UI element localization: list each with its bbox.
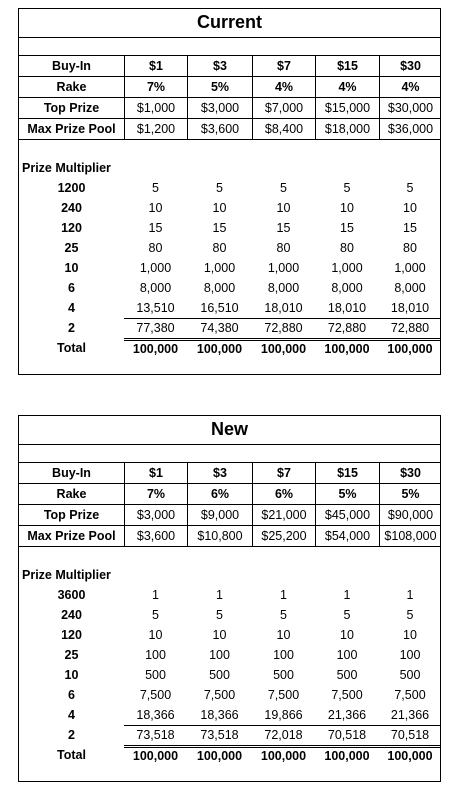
prize-multiplier-title: Prize Multiplier [22, 568, 111, 582]
multiplier-value: 5 [216, 608, 223, 622]
multiplier-label: 120 [61, 628, 82, 642]
current-title: Current [19, 9, 440, 38]
top-prize-value: $1,000 [124, 98, 187, 118]
prize-multiplier-title: Prize Multiplier [22, 161, 111, 175]
multiplier-value: 80 [212, 241, 227, 255]
max-prize-pool-value: $54,000 [315, 526, 379, 546]
total-value: 100,000 [315, 745, 379, 765]
row-label: Rake [56, 80, 87, 94]
multiplier-value: 10 [340, 628, 354, 642]
multiplier-value: 10 [276, 201, 291, 215]
max-prize-pool-value: $3,600 [187, 119, 252, 139]
multiplier-value: 500 [145, 668, 166, 682]
multiplier-value: 15 [403, 221, 417, 235]
row-label: Rake [56, 487, 87, 501]
total-value: 100,000 [252, 338, 315, 358]
multiplier-value: 7,500 [331, 688, 363, 702]
rake-value: 5% [379, 484, 441, 504]
row-label: Buy-In [52, 466, 91, 480]
multiplier-row [19, 238, 440, 258]
multiplier-value: 1 [343, 588, 351, 602]
multiplier-value: 8,000 [394, 281, 426, 295]
total-label: Total [57, 341, 86, 355]
multiplier-row [19, 665, 440, 685]
multiplier-label: 25 [64, 241, 79, 255]
rake-row [19, 484, 440, 505]
rake-value: 5% [187, 77, 252, 97]
multiplier-label: 25 [64, 648, 79, 662]
multiplier-label: 6 [68, 688, 75, 702]
multiplier-value: 15 [148, 221, 163, 235]
multiplier-row [19, 218, 440, 238]
multiplier-value: 73,518 [124, 725, 187, 745]
multiplier-value: 18,010 [390, 301, 430, 315]
multiplier-value: 5 [406, 608, 414, 622]
multiplier-value: 16,510 [200, 301, 239, 315]
multiplier-value: 77,380 [124, 318, 187, 338]
multiplier-value: 73,518 [187, 725, 252, 745]
multiplier-label: 4 [68, 708, 75, 722]
total-label: Total [57, 748, 86, 762]
multiplier-value: 1,000 [203, 261, 236, 275]
multiplier-value: 70,518 [379, 725, 441, 745]
multiplier-value: 21,366 [390, 708, 430, 722]
multiplier-value: 80 [340, 241, 354, 255]
rake-value: 6% [187, 484, 252, 504]
rake-value: 4% [315, 77, 379, 97]
multiplier-value: 7,500 [139, 688, 172, 702]
total-value: 100,000 [379, 745, 441, 765]
multiplier-value: 21,366 [327, 708, 367, 722]
multiplier-value: 100 [399, 648, 421, 662]
multiplier-value: 1 [280, 588, 287, 602]
multiplier-row [19, 258, 440, 278]
multiplier-value: 1,000 [331, 261, 363, 275]
multiplier-row [19, 585, 440, 605]
multiplier-value: 15 [276, 221, 291, 235]
multiplier-value: 18,366 [200, 708, 239, 722]
top-prize-value: $15,000 [315, 98, 379, 118]
total-value: 100,000 [124, 745, 187, 765]
multiplier-value: 1,000 [394, 261, 426, 275]
total-value: 100,000 [252, 745, 315, 765]
multiplier-value: 74,380 [187, 318, 252, 338]
spacer-row [19, 38, 440, 56]
gap [19, 547, 440, 565]
multiplier-label: 1200 [57, 181, 86, 195]
multiplier-value: 500 [399, 668, 421, 682]
buy-in-value: $15 [315, 56, 379, 76]
multiplier-value: 18,010 [264, 301, 303, 315]
multiplier-value: 5 [216, 181, 223, 195]
multiplier-value: 100 [209, 648, 230, 662]
multiplier-value: 7,500 [203, 688, 236, 702]
multiplier-value: 13,510 [136, 301, 175, 315]
buy-in-value: $7 [252, 56, 315, 76]
multiplier-value: 5 [152, 608, 159, 622]
multiplier-value: 500 [336, 668, 358, 682]
multiplier-row [19, 645, 440, 665]
top-prize-value: $7,000 [252, 98, 315, 118]
buy-in-value: $30 [379, 56, 441, 76]
multiplier-label: 6 [68, 281, 75, 295]
max-prize-pool-value: $3,600 [124, 526, 187, 546]
total-value: 100,000 [187, 745, 252, 765]
top-prize-value: $90,000 [379, 505, 441, 525]
multiplier-value: 500 [209, 668, 230, 682]
multiplier-value: 15 [212, 221, 227, 235]
multiplier-value: 100 [273, 648, 294, 662]
row-label: Buy-In [52, 59, 91, 73]
max-prize-pool-value: $36,000 [379, 119, 441, 139]
multiplier-value: 5 [280, 181, 287, 195]
rake-value: 7% [124, 484, 187, 504]
multiplier-value: 10 [403, 628, 417, 642]
spacer-row [19, 445, 440, 463]
multiplier-value: 18,010 [327, 301, 367, 315]
multiplier-row [19, 725, 440, 745]
multiplier-label: 240 [61, 608, 82, 622]
multiplier-value: 1,000 [139, 261, 172, 275]
multiplier-row [19, 685, 440, 705]
multiplier-value: 8,000 [203, 281, 236, 295]
multiplier-value: 5 [343, 608, 351, 622]
buy-in-row [19, 56, 440, 77]
new-table [18, 415, 441, 782]
multiplier-row [19, 178, 440, 198]
multiplier-row [19, 605, 440, 625]
multiplier-value: 10 [212, 628, 227, 642]
multiplier-value: 10 [212, 201, 227, 215]
multiplier-value: 10 [148, 201, 163, 215]
multiplier-row [19, 298, 440, 318]
multiplier-row [19, 318, 440, 338]
max-prize-pool-row [19, 119, 440, 140]
multiplier-label: 240 [61, 201, 82, 215]
max-prize-pool-row [19, 526, 440, 547]
multiplier-value: 1 [152, 588, 159, 602]
multiplier-value: 7,500 [267, 688, 300, 702]
row-label: Max Prize Pool [27, 122, 116, 136]
total-value: 100,000 [379, 338, 441, 358]
multiplier-value: 18,366 [136, 708, 175, 722]
total-value: 100,000 [187, 338, 252, 358]
multiplier-value: 500 [273, 668, 294, 682]
new-title: New [19, 416, 440, 445]
top-prize-value: $3,000 [187, 98, 252, 118]
multiplier-value: 5 [280, 608, 287, 622]
multiplier-value: 8,000 [331, 281, 363, 295]
total-row [19, 338, 440, 358]
buy-in-value: $1 [124, 463, 187, 483]
multiplier-value: 10 [403, 201, 417, 215]
multiplier-label: 10 [64, 668, 79, 682]
max-prize-pool-value: $8,400 [252, 119, 315, 139]
multiplier-row [19, 278, 440, 298]
multiplier-value: 72,880 [252, 318, 315, 338]
row-label: Max Prize Pool [27, 529, 116, 543]
multiplier-value: 1 [216, 588, 223, 602]
multiplier-value: 72,880 [379, 318, 441, 338]
multiplier-value: 5 [343, 181, 351, 195]
rake-value: 4% [379, 77, 441, 97]
max-prize-pool-value: $10,800 [187, 526, 252, 546]
buy-in-value: $3 [187, 463, 252, 483]
multiplier-value: 8,000 [267, 281, 300, 295]
multiplier-value: 8,000 [139, 281, 172, 295]
max-prize-pool-value: $1,200 [124, 119, 187, 139]
multiplier-value: 80 [148, 241, 163, 255]
rake-row [19, 77, 440, 98]
current-table [18, 8, 441, 375]
multiplier-label: 2 [68, 728, 75, 742]
max-prize-pool-value: $108,000 [379, 526, 441, 546]
multiplier-label: 2 [68, 321, 75, 335]
multiplier-value: 5 [152, 181, 159, 195]
multiplier-value: 15 [340, 221, 354, 235]
row-label: Top Prize [43, 101, 100, 115]
buy-in-row [19, 463, 440, 484]
rake-value: 4% [252, 77, 315, 97]
total-value: 100,000 [124, 338, 187, 358]
total-row [19, 745, 440, 765]
buy-in-value: $1 [124, 56, 187, 76]
max-prize-pool-value: $25,200 [252, 526, 315, 546]
top-prize-value: $30,000 [379, 98, 441, 118]
multiplier-value: 10 [276, 628, 291, 642]
multiplier-value: 10 [148, 628, 163, 642]
gap [19, 140, 440, 158]
buy-in-value: $7 [252, 463, 315, 483]
top-prize-row [19, 505, 440, 526]
multiplier-label: 120 [61, 221, 82, 235]
multiplier-value: 72,018 [252, 725, 315, 745]
rake-value: 5% [315, 484, 379, 504]
multiplier-row [19, 705, 440, 725]
multiplier-value: 100 [145, 648, 166, 662]
multiplier-value: 1,000 [267, 261, 300, 275]
top-prize-value: $21,000 [252, 505, 315, 525]
multiplier-value: 80 [403, 241, 417, 255]
multiplier-value: 7,500 [394, 688, 426, 702]
total-value: 100,000 [315, 338, 379, 358]
multiplier-value: 80 [276, 241, 291, 255]
multiplier-row [19, 625, 440, 645]
top-prize-value: $9,000 [187, 505, 252, 525]
buy-in-value: $30 [379, 463, 441, 483]
multiplier-value: 100 [336, 648, 358, 662]
buy-in-value: $15 [315, 463, 379, 483]
buy-in-value: $3 [187, 56, 252, 76]
multiplier-label: 10 [64, 261, 79, 275]
top-prize-row [19, 98, 440, 119]
multiplier-label: 4 [68, 301, 75, 315]
multiplier-value: 5 [406, 181, 414, 195]
top-prize-value: $45,000 [315, 505, 379, 525]
row-label: Top Prize [43, 508, 100, 522]
multiplier-row [19, 198, 440, 218]
multiplier-label: 3600 [57, 588, 86, 602]
multiplier-value: 19,866 [264, 708, 303, 722]
multiplier-value: 72,880 [315, 318, 379, 338]
multiplier-value: 10 [340, 201, 354, 215]
multiplier-value: 1 [406, 588, 414, 602]
top-prize-value: $3,000 [124, 505, 187, 525]
multiplier-value: 70,518 [315, 725, 379, 745]
rake-value: 7% [124, 77, 187, 97]
max-prize-pool-value: $18,000 [315, 119, 379, 139]
rake-value: 6% [252, 484, 315, 504]
